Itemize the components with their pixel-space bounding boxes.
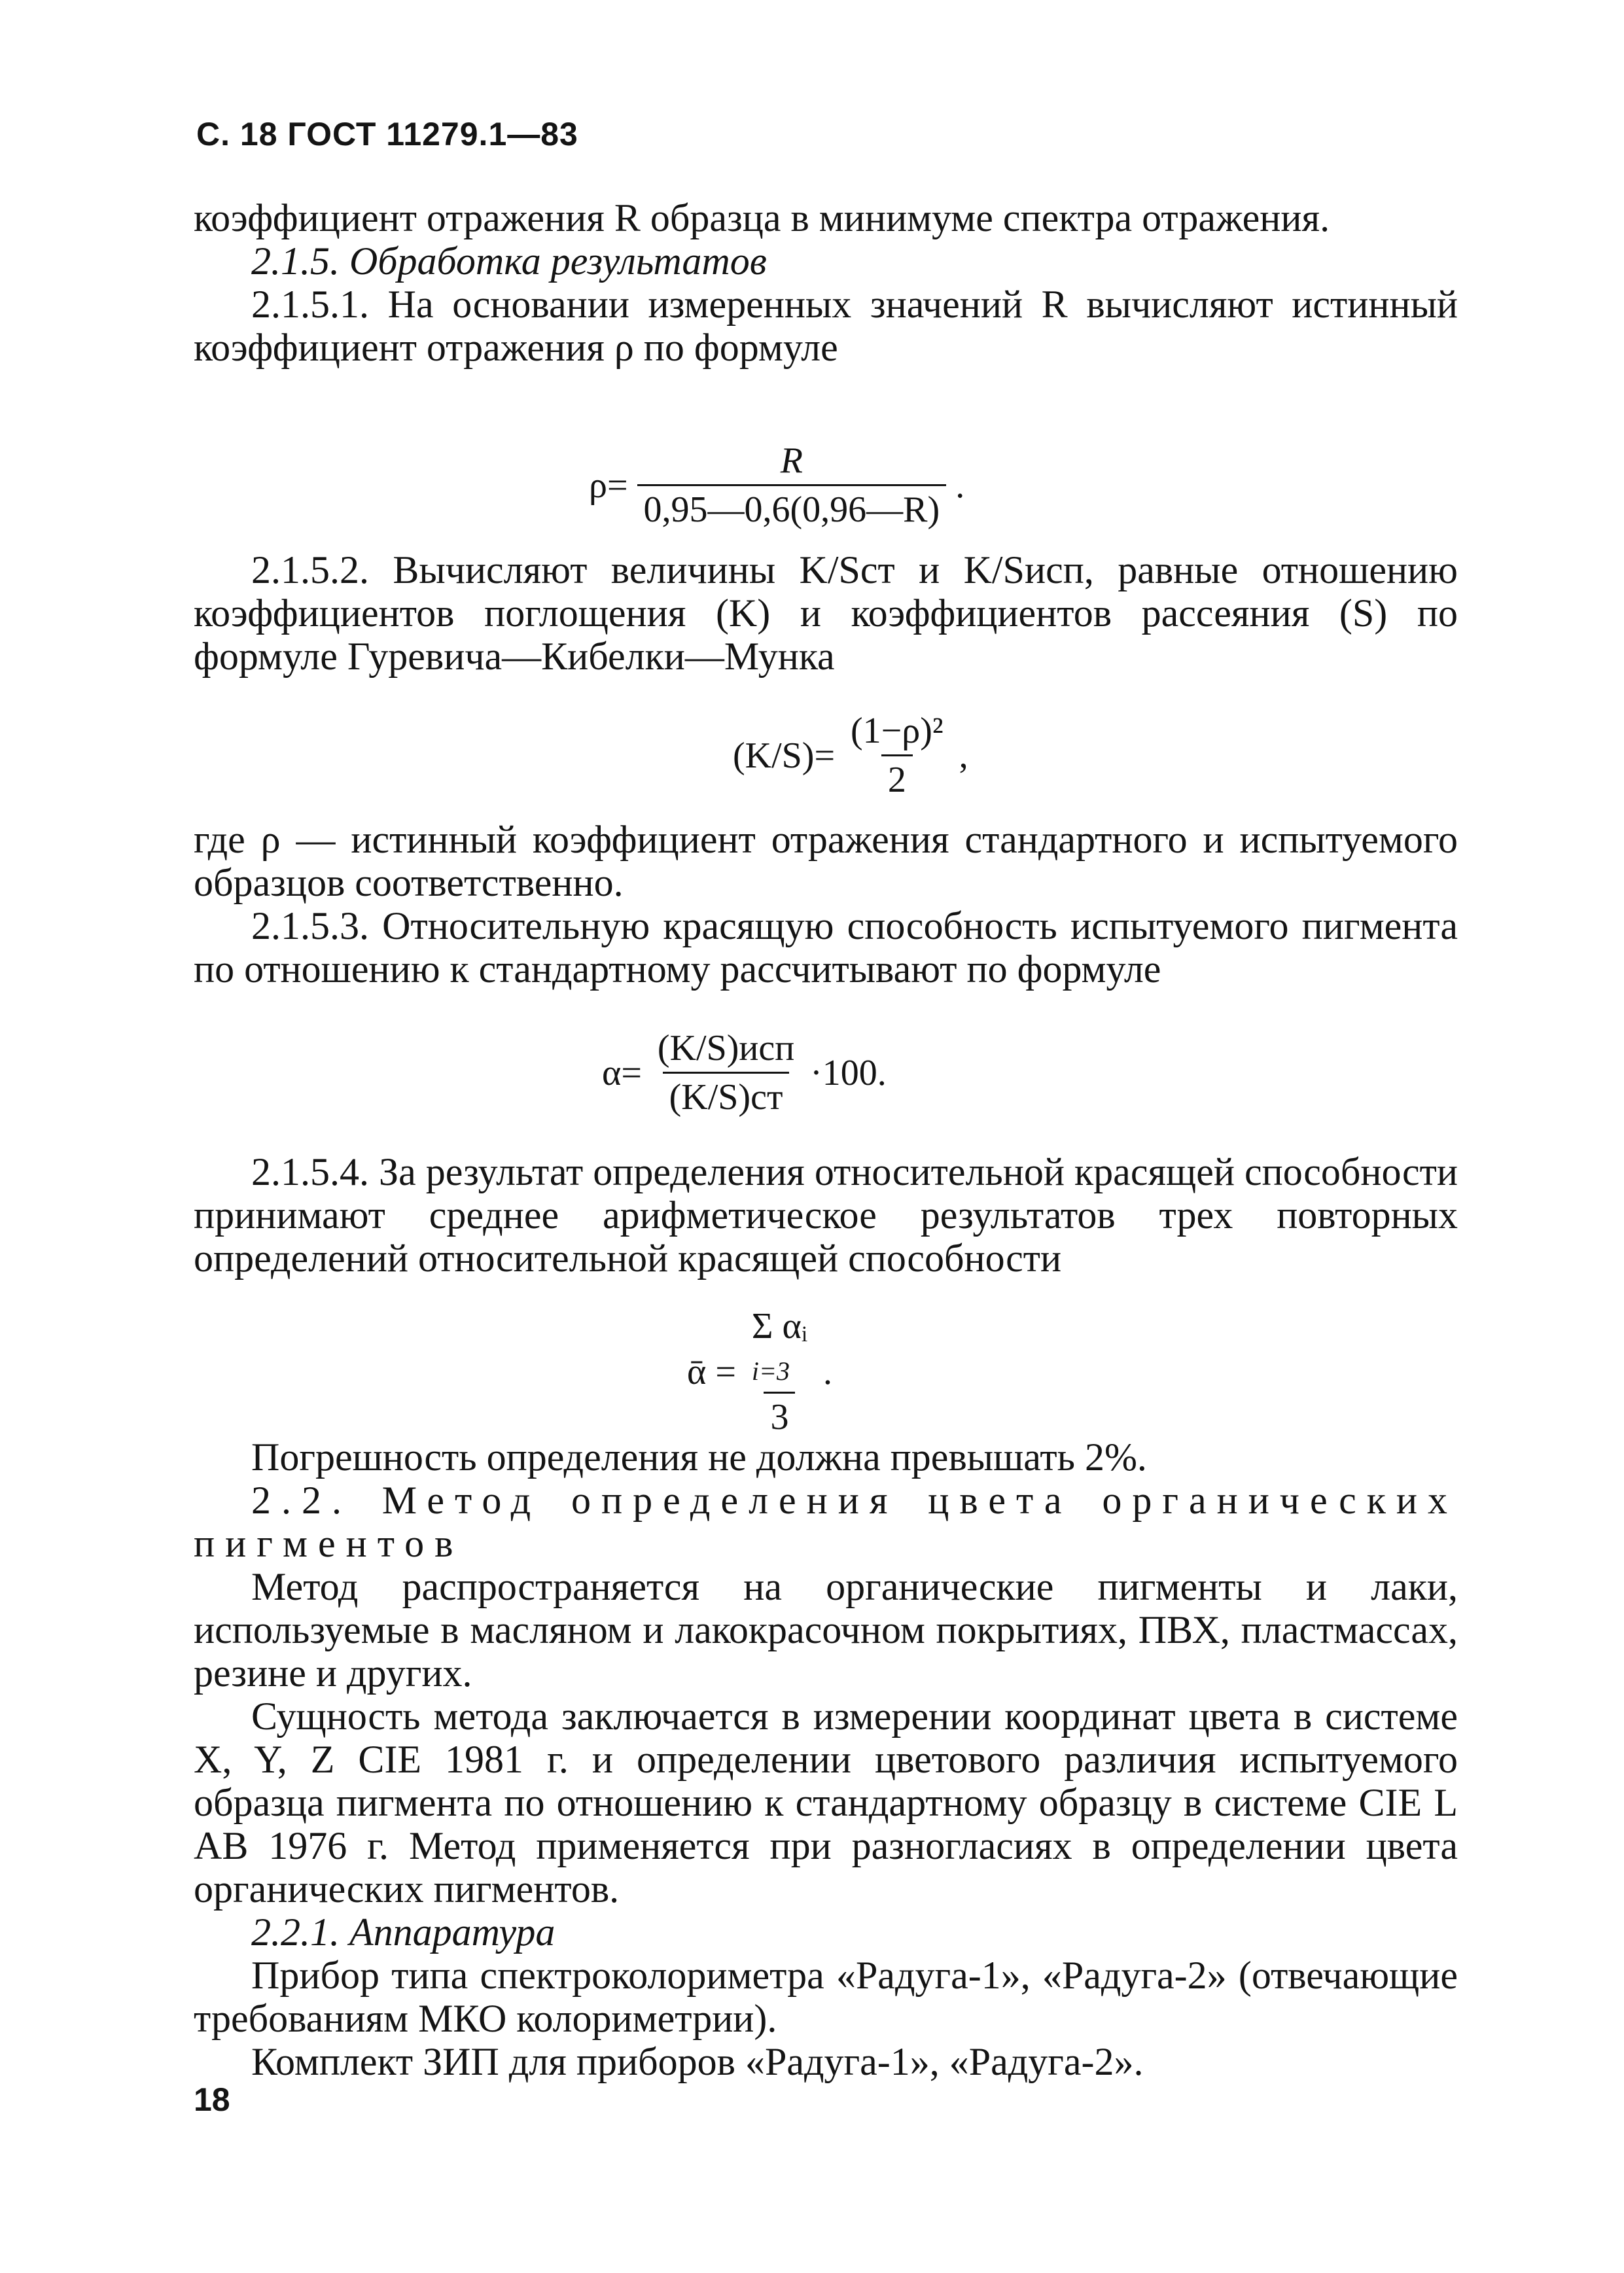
formula-mean [687, 1305, 832, 1438]
section-heading-2-2: 2.2. Метод определения цвета органических пигментов [194, 1479, 1458, 1565]
paragraph-2-1-5-2: 2.1.5.2. Вычисляют величины K/Sст и K/Sисп, равные отношению коэффициентов поглощения (K) и коэффициентов рассеяния (S) по формуле Гуревича—Кибелки—Мунка [194, 548, 1458, 678]
formula-mean-sum: Σ αᵢ [751, 1306, 808, 1347]
paragraph-2-1-5-1: 2.1.5.1. На основании измеренных значений R вычисляют истинный коэффициент отражения ρ по формуле [194, 283, 1458, 369]
formula-alpha [602, 1027, 887, 1118]
section-heading-2-2-1: 2.2.1. Аппаратура [251, 1911, 556, 1954]
formula-rho-denominator: 0,95—0,6(0,96—R) [637, 484, 947, 531]
page-header: С. 18 ГОСТ 11279.1—83 [196, 116, 578, 152]
formula-rho-tail: . [955, 465, 965, 506]
formula-ks-denominator: 2 [881, 754, 913, 801]
formula-rho-numerator: R [780, 440, 803, 481]
paragraph-where: где ρ — истинный коэффициент отражения стандартного и испытуемого образцов соответственно. [194, 818, 1458, 904]
paragraph-2-2-1-kit: Комплект ЗИП для приборов «Радуга-1», «Радуга-2». [251, 2040, 1144, 2083]
formula-mean-lhs: ᾱ = [687, 1351, 736, 1392]
section-heading-2-1-5: 2.1.5. Обработка результатов [251, 239, 767, 283]
formula-alpha-lhs: α= [602, 1052, 642, 1093]
page-number: 18 [194, 2081, 230, 2118]
text-block-4 [194, 1150, 1458, 1280]
formula-rho-lhs: ρ= [589, 465, 628, 506]
paragraph-2-2-scope: Метод распространяется на органические пигменты и лаки, используемые в масляном и лакокрасочном покрытиях, ПВХ, пластмассах, резине и других. [194, 1565, 1458, 1695]
paragraph-2-2-1-device: Прибор типа спектроколориметра «Радуга-1», «Радуга-2» (отвечающие требованиям МКО колориметрии). [194, 1954, 1458, 2040]
formula-mean-sum-index: i=3 [751, 1356, 790, 1386]
paragraph-error: Погрешность определения не должна превышать 2%. [251, 1436, 1147, 1479]
text-block-2 [194, 548, 1458, 678]
formula-mean-tail: . [823, 1351, 833, 1392]
formula-ks-fraction [844, 710, 950, 801]
paragraph-2-1-5-3: 2.1.5.3. Относительную красящую способность испытуемого пигмента по отношению к стандартному рассчитывают по формуле [194, 904, 1458, 991]
formula-ks [733, 710, 968, 801]
formula-ks-tail: , [959, 735, 968, 776]
formula-alpha-numerator: (K/S)исп [657, 1028, 795, 1068]
formula-alpha-tail: ·100. [810, 1052, 887, 1093]
paragraph-2-1-5-4: 2.1.5.4. За результат определения относительной красящей способности принимают среднее арифметическое результатов трех повторных определений относительной красящей способности [194, 1150, 1458, 1280]
paragraph-2-2-essence: Сущность метода заключается в измерении координат цвета в системе X, Y, Z CIE 1981 г. и определении цветового различия испытуемого образца пигмента по отношению к стандартному образцу в системе CIE L AB 1976 г. Метод применяется при разногласиях в определении цвета органических пигментов. [194, 1695, 1458, 1911]
formula-ks-lhs: (K/S)= [733, 735, 836, 776]
formula-alpha-fraction [651, 1027, 801, 1118]
formula-rho-fraction [637, 440, 947, 531]
text-block-1 [194, 196, 1458, 369]
text-block-3 [194, 818, 1458, 991]
formula-mean-numerator [745, 1305, 814, 1392]
text-block-5 [194, 1436, 1458, 2083]
formula-rho [589, 440, 964, 531]
formula-alpha-denominator: (K/S)ст [663, 1072, 790, 1118]
formula-mean-fraction [745, 1305, 814, 1438]
formula-mean-denominator: 3 [764, 1392, 795, 1438]
formula-ks-numerator: (1−ρ)² [851, 711, 944, 751]
paragraph-reflection: коэффициент отражения R образца в минимуме спектра отражения. [194, 196, 1330, 239]
